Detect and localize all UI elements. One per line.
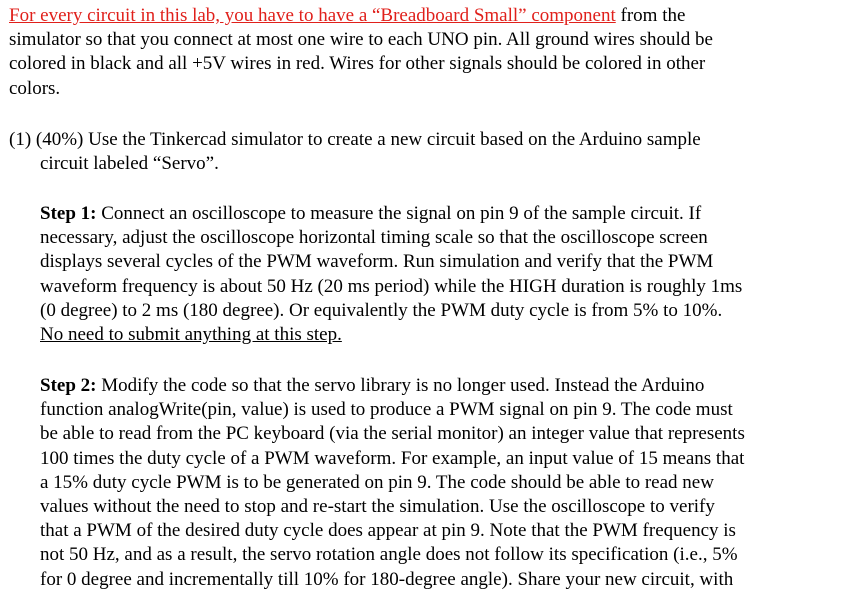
step-2-label: Step 2:	[40, 375, 97, 396]
step-2-line-9: for 0 degree and incrementally till 10% for 180-degree angle). Share your new circuit, with	[40, 568, 734, 590]
step-2-line-8: not 50 Hz, and as a result, the servo rotation angle does not follow its specification (i.e., 5%	[40, 544, 738, 566]
step-1-line-4: waveform frequency is about 50 Hz (20 ms period) while the HIGH duration is roughly 1ms	[40, 275, 743, 297]
step-1-paragraph	[40, 202, 742, 347]
item-1-paragraph	[9, 128, 701, 176]
step-1-line-2: necessary, adjust the oscilloscope horizontal timing scale so that the oscilloscope screen	[40, 227, 708, 249]
document-page	[9, 4, 839, 590]
step-2-line-5: a 15% duty cycle PWM is to be generated on pin 9. The code should be able to read new	[40, 471, 714, 493]
breadboard-requirement-highlight: For every circuit in this lab, you have to have a “Breadboard Small” component	[9, 5, 616, 26]
step-2-line-4: 100 times the duty cycle of a PWM waveform. For example, an input value of 15 means that	[40, 447, 745, 469]
step-2-line-2: function analogWrite(pin, value) is used to produce a PWM signal on pin 9. The code must	[40, 399, 733, 421]
intro-paragraph	[9, 4, 839, 101]
intro-line-1-rest: from the	[615, 5, 686, 26]
step-1-line-1	[40, 202, 742, 226]
step-1-line-5: (0 degree) to 2 ms (180 degree). Or equivalently the PWM duty cycle is from 5% to 10%.	[40, 299, 723, 321]
step-2-line-1	[40, 374, 745, 398]
step-2-paragraph	[40, 374, 745, 592]
step-2-line-6: values without the need to stop and re-start the simulation. Use the oscilloscope to verify	[40, 496, 715, 518]
step-2-line-7: that a PWM of the desired duty cycle does appear at pin 9. Note that the PWM frequency is	[40, 520, 736, 542]
item-1-line-2: circuit labeled “Servo”.	[40, 153, 219, 175]
intro-line-2: simulator so that you connect at most one wire to each UNO pin. All ground wires should be	[9, 29, 713, 51]
step-1-line-6	[40, 323, 742, 347]
no-submit-note: No need to submit anything at this step.	[40, 324, 342, 346]
intro-line-3: colored in black and all +5V wires in red. Wires for other signals should be colored in other	[9, 53, 706, 75]
step-2-line-3: be able to read from the PC keyboard (via the serial monitor) an integer value that represents	[40, 423, 745, 445]
item-1-line-1: (1) (40%) Use the Tinkercad simulator to create a new circuit based on the Arduino sample	[9, 129, 701, 150]
intro-line-1	[9, 4, 839, 28]
step-1-line-1-rest: Connect an oscilloscope to measure the signal on pin 9 of the sample circuit. If	[96, 203, 702, 224]
step-1-line-3: displays several cycles of the PWM waveform. Run simulation and verify that the PWM	[40, 251, 714, 273]
step-2-line-1-rest: Modify the code so that the servo library is no longer used. Instead the Arduino	[96, 375, 705, 396]
intro-line-4: colors.	[9, 77, 61, 99]
step-1-label: Step 1:	[40, 203, 97, 224]
